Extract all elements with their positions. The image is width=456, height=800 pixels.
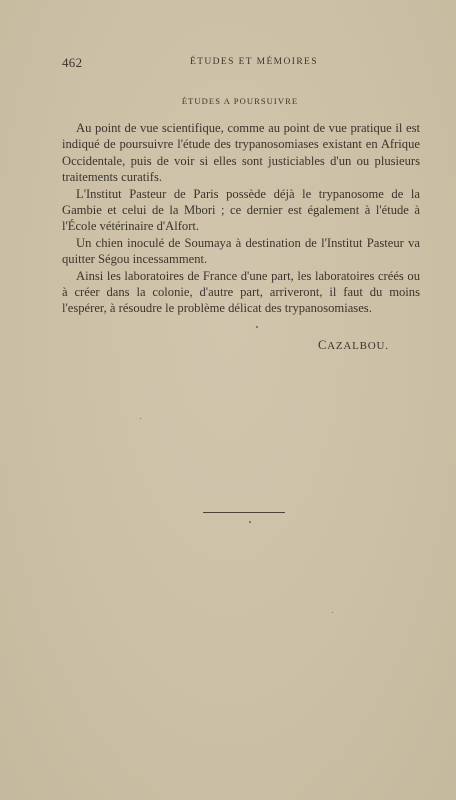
page-number: 462 [62,55,83,70]
signature-initial: C [318,338,328,352]
section-heading: ÉTUDES A POURSUIVRE [181,96,299,106]
end-rule [203,512,285,513]
paper-speck [256,326,258,328]
running-head [62,55,420,71]
paragraph: Au point de vue scientifique, comme au point de vue pratique il est indiqué de poursuivre l'étude des trypanosomiases existant en Afrique Occidentale, puis de voir si elles sont justiciables d'un ou plusieurs traitements curatifs. [62,121,420,185]
paper-speck [332,612,333,613]
signature-rest: AZALBOU. [327,340,389,352]
paper-speck [249,521,251,523]
signature [318,338,389,353]
paper-speck [140,418,141,419]
running-title: ÉTUDES ET MÉMOIRES [190,57,318,67]
paragraph: L'Institut Pasteur de Paris possède déjà le trypanosome de la Gambie et celui de la Mbori ; ce dernier est également à l'étude à l'École vétérinaire d'Alfort. [62,186,420,234]
body-text [62,120,420,317]
paragraph: Un chien inoculé de Soumaya à destination de l'Institut Pasteur va quitter Ségou incessamment. [62,235,420,267]
paragraph: Ainsi les laboratoires de France d'une part, les laboratoires créés ou à créer dans la colonie, d'autre part, arriveront, il faut du moins l'espérer, à résoudre le problème délicat des trypanosomiases. [62,268,420,316]
